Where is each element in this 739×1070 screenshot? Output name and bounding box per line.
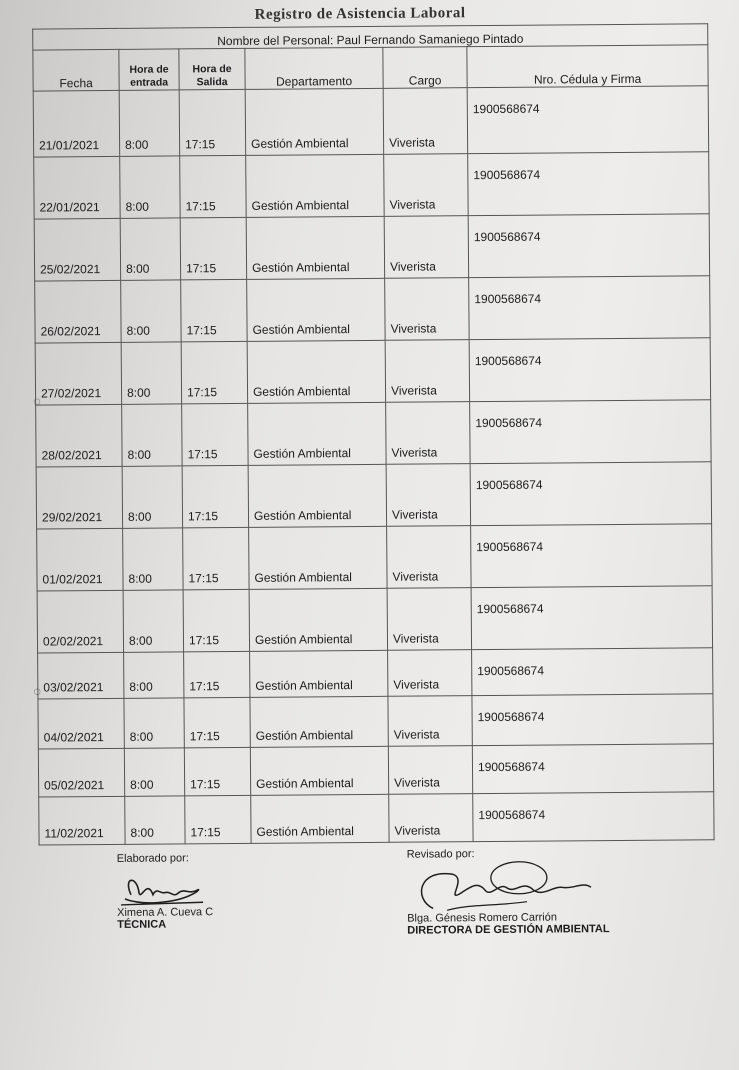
- row-cargo: Viverista: [385, 340, 469, 403]
- row-cargo: Viverista: [386, 402, 470, 465]
- row-cedula: 1900568674: [471, 586, 713, 650]
- table-row: [33, 86, 709, 157]
- row-hora-entrada: 8:00: [124, 652, 184, 698]
- elaborado-label: Elaborado por:: [116, 852, 189, 865]
- table-row: [38, 648, 713, 699]
- row-cedula: 1900568674: [468, 152, 710, 216]
- row-cedula: 1900568674: [470, 462, 712, 526]
- row-departamento: Gestión Ambiental: [246, 154, 384, 217]
- row-hora-entrada: 8:00: [124, 748, 184, 796]
- row-cedula: 1900568674: [472, 648, 713, 696]
- row-hora-entrada: 8:00: [119, 90, 180, 156]
- row-departamento: Gestión Ambiental: [250, 696, 388, 747]
- row-cedula: 1900568674: [469, 338, 711, 402]
- row-cargo: Viverista: [383, 88, 468, 155]
- row-departamento: Gestión Ambiental: [249, 588, 387, 651]
- row-hora-salida: 17:15: [181, 279, 247, 342]
- table-row: [38, 694, 713, 749]
- row-cargo: Viverista: [388, 696, 472, 747]
- table-row: [35, 338, 710, 405]
- table-row: [34, 214, 709, 281]
- row-cargo: Viverista: [385, 278, 469, 341]
- row-departamento: Gestión Ambiental: [251, 794, 389, 843]
- row-hora-salida: 17:15: [180, 155, 246, 218]
- personal-name: Nombre del Personal: Paul Fernando Samaniego Pintado: [33, 24, 708, 50]
- row-fecha: 03/02/2021: [38, 652, 124, 699]
- row-hora-entrada: 8:00: [123, 590, 183, 652]
- col-departamento: Departamento: [245, 47, 383, 89]
- revisado-role: DIRECTORA DE GESTIÓN AMBIENTAL: [407, 923, 610, 937]
- table-row: [37, 586, 712, 653]
- row-cedula: 1900568674: [472, 694, 713, 746]
- row-departamento: Gestión Ambiental: [247, 278, 385, 341]
- revisado-name: Blga. Génesis Romero Carrión: [407, 911, 558, 925]
- table-row: [36, 462, 711, 529]
- row-departamento: Gestión Ambiental: [245, 88, 384, 155]
- col-hora-entrada: Hora de entrada: [119, 49, 179, 90]
- document-title: Registro de Asistencia Laboral: [254, 5, 466, 23]
- row-hora-salida: 17:15: [183, 589, 249, 652]
- row-departamento: Gestión Ambiental: [248, 402, 386, 465]
- hole-punch-mark: ◌: [33, 683, 42, 699]
- col-cargo: Cargo: [383, 47, 467, 89]
- table-row: [37, 524, 712, 591]
- row-cargo: Viverista: [384, 216, 468, 279]
- elaborado-name: Ximena A. Cueva C: [117, 906, 214, 919]
- row-cargo: Viverista: [384, 154, 468, 217]
- elaborado-block: [117, 852, 214, 931]
- attendance-sheet: [22, 1, 706, 1068]
- row-fecha: 01/02/2021: [37, 528, 123, 591]
- row-cargo: Viverista: [387, 526, 471, 589]
- revisado-label: Revisado por:: [406, 848, 475, 861]
- row-hora-salida: 17:15: [184, 697, 250, 748]
- row-hora-salida: 17:15: [179, 89, 246, 156]
- row-fecha: 11/02/2021: [39, 796, 125, 845]
- row-cedula: 1900568674: [472, 744, 713, 794]
- row-cedula: 1900568674: [469, 276, 711, 340]
- attendance-table: [32, 23, 714, 845]
- row-hora-salida: 17:15: [185, 795, 251, 844]
- row-cargo: Viverista: [389, 794, 473, 843]
- row-hora-entrada: 8:00: [122, 404, 182, 466]
- row-fecha: 04/02/2021: [38, 698, 124, 749]
- row-cargo: Viverista: [387, 588, 471, 651]
- row-fecha: 22/01/2021: [34, 156, 120, 219]
- row-hora-salida: 17:15: [183, 527, 249, 590]
- table-row: [36, 400, 711, 467]
- row-hora-entrada: 8:00: [121, 342, 181, 404]
- row-hora-salida: 17:15: [180, 217, 246, 280]
- hole-punch-mark: ◌: [33, 393, 41, 409]
- row-hora-entrada: 8:00: [121, 280, 181, 342]
- row-hora-entrada: 8:00: [123, 528, 183, 590]
- row-departamento: Gestión Ambiental: [246, 216, 384, 279]
- row-hora-salida: 17:15: [184, 651, 250, 698]
- row-fecha: 25/02/2021: [34, 218, 120, 281]
- row-hora-salida: 17:15: [184, 747, 250, 796]
- row-cedula: 1900568674: [473, 792, 714, 842]
- row-hora-entrada: 8:00: [120, 218, 180, 280]
- row-fecha: 05/02/2021: [38, 748, 124, 797]
- row-cargo: Viverista: [388, 650, 472, 697]
- table-row: [39, 792, 714, 845]
- table-row: [34, 152, 709, 219]
- row-hora-entrada: 8:00: [120, 156, 180, 218]
- row-fecha: 02/02/2021: [37, 590, 123, 653]
- row-hora-salida: 17:15: [182, 465, 248, 528]
- row-departamento: Gestión Ambiental: [249, 526, 387, 589]
- row-fecha: 27/02/2021: [35, 342, 121, 405]
- row-cedula: 1900568674: [468, 214, 710, 278]
- row-fecha: 21/01/2021: [33, 90, 120, 157]
- row-cargo: Viverista: [386, 464, 470, 527]
- row-hora-entrada: 8:00: [122, 466, 182, 528]
- row-fecha: 29/02/2021: [36, 466, 122, 529]
- row-cargo: Viverista: [388, 746, 472, 795]
- row-fecha: 26/02/2021: [35, 280, 121, 343]
- row-hora-salida: 17:15: [181, 341, 247, 404]
- table-row: [35, 276, 710, 343]
- row-fecha: 28/02/2021: [36, 404, 122, 467]
- col-cedula-firma: Nro. Cédula y Firma: [467, 45, 708, 88]
- col-hora-salida: Hora de Salida: [179, 48, 245, 90]
- row-hora-entrada: 8:00: [124, 698, 184, 748]
- signature-ximena: [117, 864, 207, 907]
- col-fecha: Fecha: [33, 49, 119, 91]
- row-hora-salida: 17:15: [182, 403, 248, 466]
- row-departamento: Gestión Ambiental: [248, 464, 386, 527]
- row-hora-entrada: 8:00: [125, 796, 185, 844]
- row-cedula: 1900568674: [467, 86, 709, 154]
- table-body: [33, 86, 714, 845]
- revisado-block: [407, 847, 610, 937]
- table-row: [38, 744, 713, 797]
- elaborado-role: TÉCNICA: [117, 918, 167, 931]
- row-departamento: Gestión Ambiental: [250, 650, 388, 697]
- row-departamento: Gestión Ambiental: [250, 746, 388, 795]
- signatures-section: [29, 846, 706, 971]
- table-header: [33, 45, 708, 91]
- row-departamento: Gestión Ambiental: [247, 340, 385, 403]
- signature-genesis: [407, 859, 607, 913]
- row-cedula: 1900568674: [470, 400, 712, 464]
- row-cedula: 1900568674: [471, 524, 713, 588]
